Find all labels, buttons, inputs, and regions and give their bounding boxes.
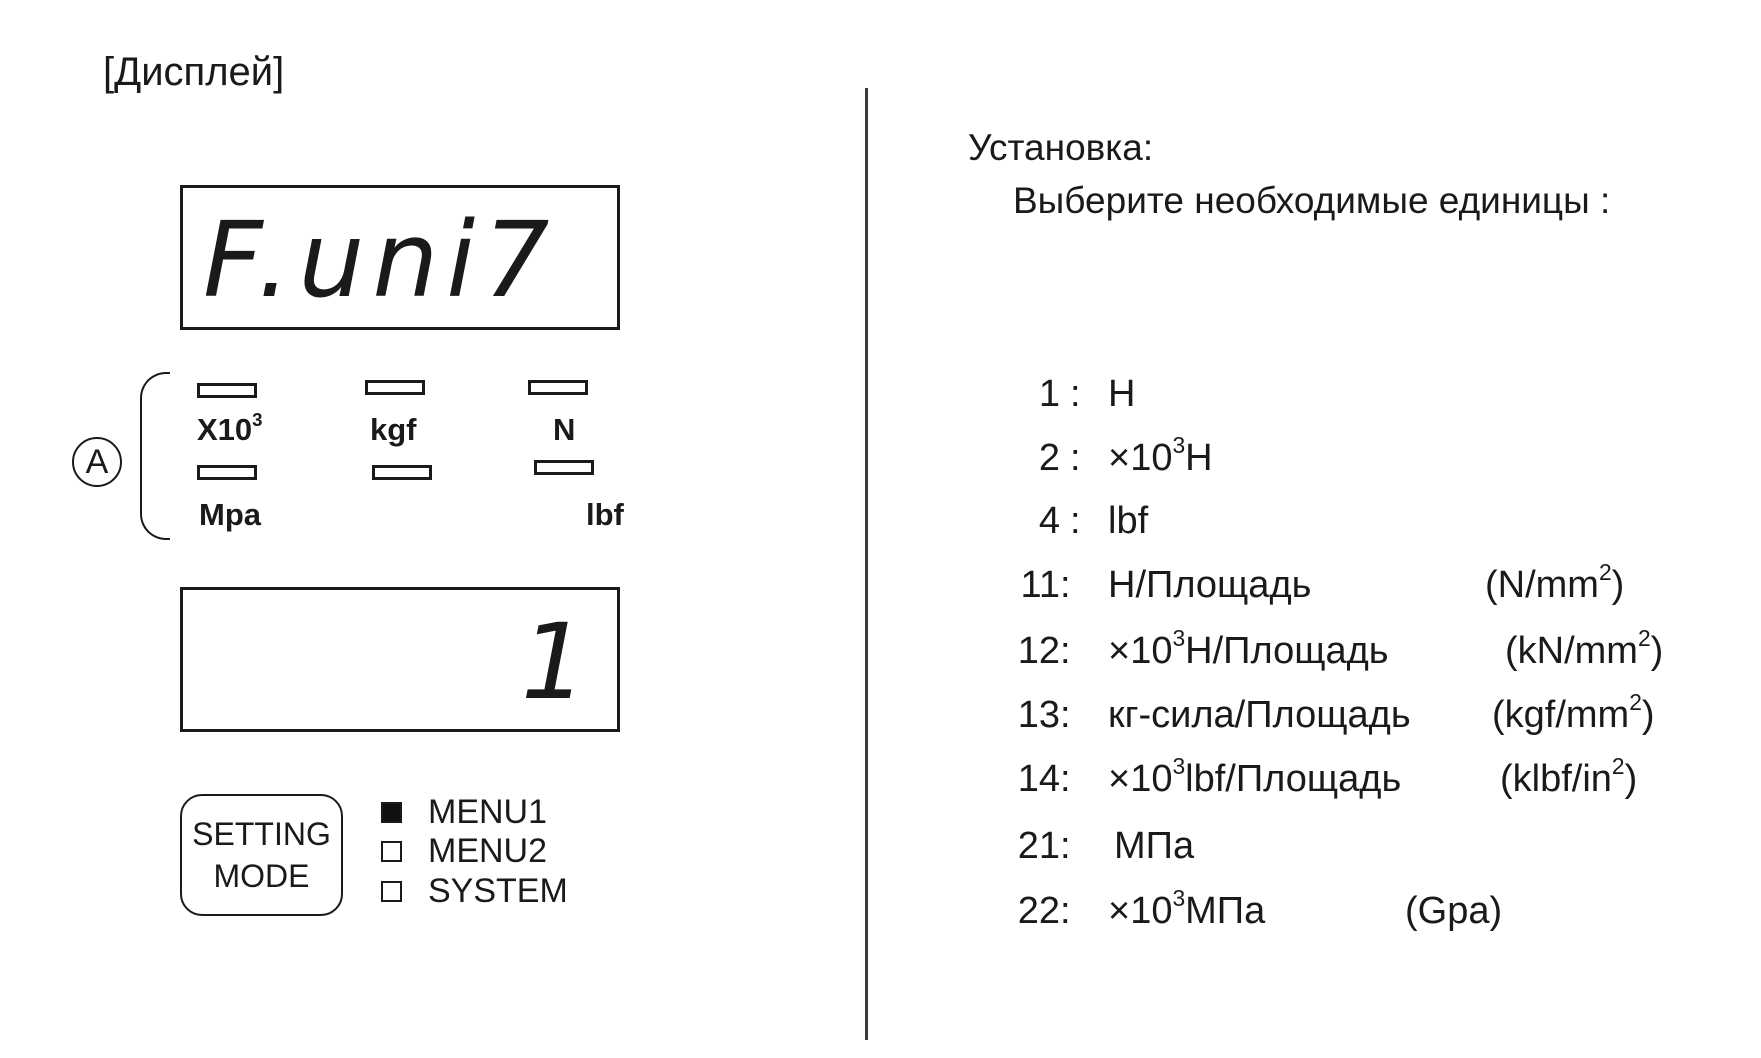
option-unit: $(N/mm^2)$	[1485, 558, 1625, 606]
option-unit: $(klbf/in^2)$	[1500, 752, 1638, 800]
menu-item-menu2	[381, 832, 547, 871]
option-label: $\times 10^3Н$	[1108, 431, 1213, 479]
option-label: $\times 10^3МПа$	[1108, 884, 1266, 932]
label-lbf: lbf	[586, 497, 624, 532]
menu-item-system	[381, 872, 568, 911]
menu1-indicator	[381, 802, 402, 823]
label-x10	[197, 409, 263, 448]
value-lcd-display	[180, 587, 620, 732]
option-colon: :	[1060, 825, 1071, 867]
option-colon: :	[1060, 758, 1071, 800]
lcd-top-text: F.uni7	[203, 199, 558, 321]
setting-button-line2: MODE	[213, 858, 310, 894]
option-colon: :	[1070, 500, 1081, 542]
menu2-indicator	[381, 841, 402, 862]
option-colon: :	[1060, 630, 1071, 672]
option-label: lbf	[1108, 500, 1149, 542]
option-number: 1	[1038, 373, 1060, 415]
label-x10-exp: 3	[252, 409, 263, 431]
option-colon: :	[1070, 437, 1081, 479]
option-label: Н/Площадь	[1108, 564, 1312, 606]
system-label: SYSTEM	[428, 872, 568, 910]
option-label: Н	[1108, 373, 1136, 415]
marker-a: A	[72, 437, 122, 487]
label-kgf: kgf	[370, 412, 417, 447]
option-label: $\times 10^3Н$/Площадь	[1108, 624, 1389, 672]
lcd-bottom-value: 1	[520, 601, 595, 723]
option-label: $\times 10^3lbf$/Площадь	[1108, 752, 1402, 800]
led-mpa	[197, 465, 257, 480]
main-lcd-display	[180, 185, 620, 330]
setting-button-line1: SETTING	[192, 816, 331, 852]
menu1-label: MENU1	[428, 793, 548, 831]
option-label: МПа	[1114, 825, 1195, 867]
vertical-divider	[865, 88, 868, 1040]
label-mpa: Mpa	[199, 497, 261, 532]
option-unit: $(kgf/mm^2)$	[1492, 688, 1655, 736]
led-lbf	[534, 460, 594, 475]
option-colon: :	[1070, 373, 1081, 415]
menu2-label: MENU2	[428, 832, 548, 870]
option-number: 4	[1038, 500, 1060, 542]
option-number: 22	[1017, 890, 1060, 932]
indicator-bracket	[140, 372, 170, 540]
option-number: 13	[1017, 694, 1060, 736]
option-number: 14	[1017, 758, 1060, 800]
option-number: 21	[1017, 825, 1060, 867]
menu-item-menu1	[381, 793, 547, 832]
option-colon: :	[1060, 694, 1071, 736]
display-heading: [Дисплей]	[103, 50, 285, 94]
led-kgf	[365, 380, 425, 395]
label-n: N	[553, 412, 576, 447]
label-x10-text: X10	[197, 412, 253, 447]
option-number: 11	[1020, 564, 1060, 606]
system-indicator	[381, 881, 402, 902]
led-n	[528, 380, 588, 395]
option-number: 12	[1017, 630, 1060, 672]
setup-description: Выберите необходимые единицы :	[1013, 180, 1611, 221]
option-label: кг-сила/Площадь	[1108, 694, 1411, 736]
option-colon: :	[1060, 890, 1071, 932]
setting-mode-button[interactable]	[180, 794, 343, 916]
led-x10	[197, 383, 257, 398]
option-number: 2	[1038, 437, 1060, 479]
option-unit: $(kN/mm^2)$	[1505, 624, 1664, 672]
option-unit: (Gpa)	[1405, 890, 1503, 932]
led-unlabeled	[372, 465, 432, 480]
setup-title: Установка:	[968, 127, 1154, 168]
option-colon: :	[1060, 564, 1071, 606]
